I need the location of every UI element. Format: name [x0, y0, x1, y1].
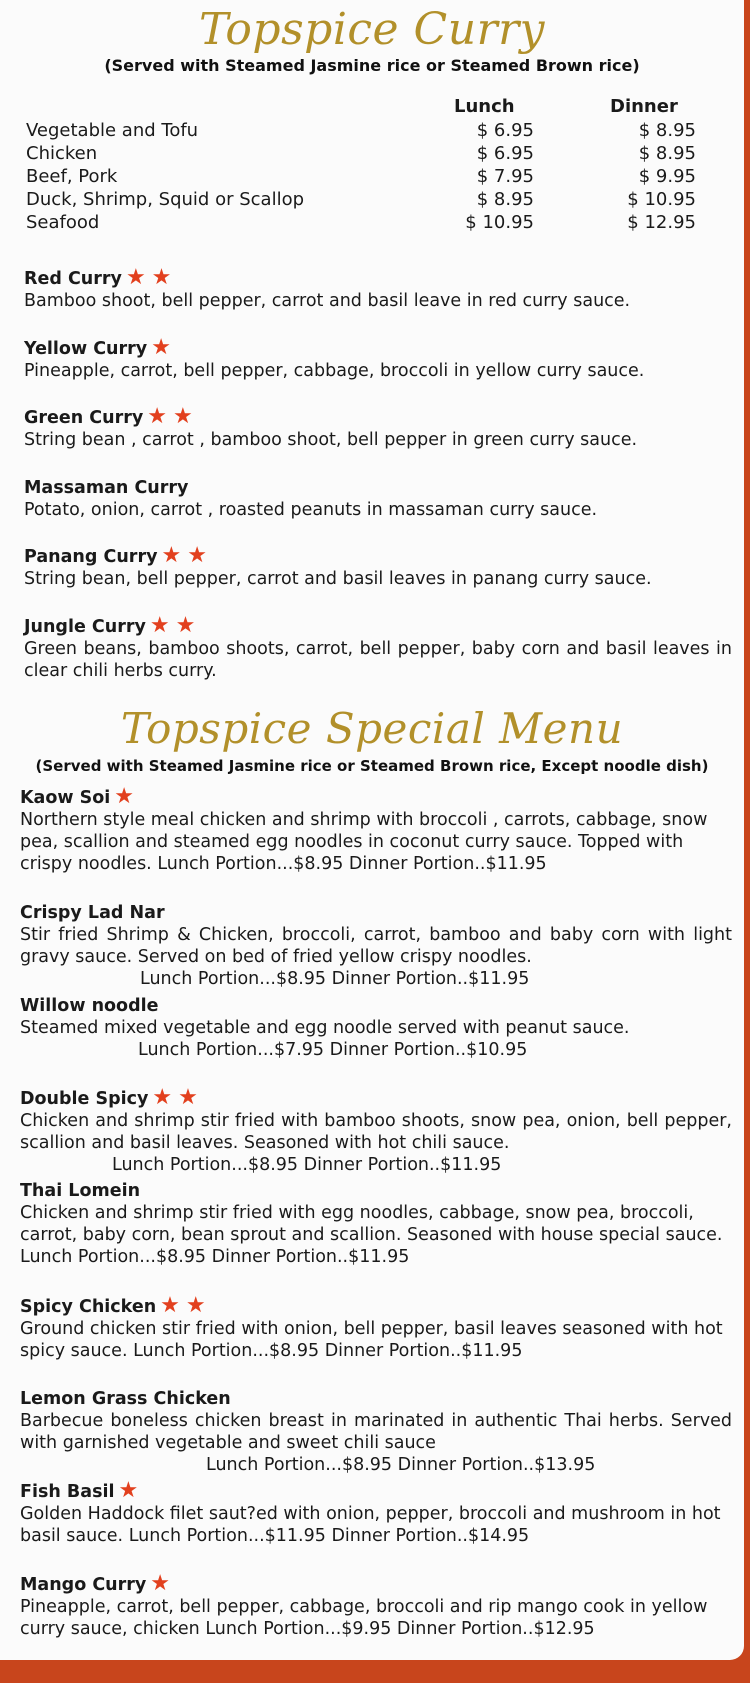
special-item-crispy-lad-nar: [20, 902, 732, 990]
item-name: Green Curry: [24, 408, 144, 428]
item-name: Double Spicy: [20, 1089, 149, 1109]
item-description: Potato, onion, carrot , roasted peanuts in massaman curry sauce.: [24, 500, 598, 520]
item-description: Barbecue boneless chicken breast in marinated in authentic Thai herbs. Served with garnished vegetable and sweet chili sauce: [20, 1411, 732, 1453]
spice-rating: [161, 543, 207, 568]
dinner-price: $ 12.95: [627, 212, 696, 233]
spice-rating: [152, 1085, 198, 1110]
protein-name: Vegetable and Tofu: [26, 120, 199, 141]
item-name: Massaman Curry: [24, 478, 189, 498]
item-portions: Lunch Portion...$8.95 Dinner Portion..$11.95: [133, 1341, 523, 1361]
spice-rating: [150, 1571, 171, 1596]
price-row: [26, 120, 716, 143]
lunch-price: $ 7.95: [476, 166, 534, 187]
item-name: Thai Lomein: [20, 1181, 141, 1201]
price-row: [26, 143, 716, 166]
item-name: Crispy Lad Nar: [20, 903, 165, 923]
item-portions: Lunch Portion...$8.95 Dinner Portion..$13.95: [206, 1455, 596, 1475]
curry-item-jungle: [24, 613, 732, 682]
item-name: Kaow Soi: [20, 788, 111, 808]
curry-item-yellow: [24, 335, 732, 382]
star-icon: ★: [187, 543, 207, 568]
curry-item-massaman: [24, 477, 732, 521]
price-row: [26, 212, 716, 235]
star-icon: ★: [161, 543, 182, 568]
spice-rating: [118, 1478, 139, 1503]
item-description: Pineapple, carrot, bell pepper, cabbage, broccoli and rip mango cook in yellow curry sauce, chicken: [20, 1597, 708, 1639]
special-item-willow-noodle: [20, 995, 732, 1061]
special-item-mango-curry: [20, 1571, 732, 1640]
item-name: Fish Basil: [20, 1482, 115, 1502]
spice-rating: [147, 404, 193, 429]
item-description: Stir fried Shrimp & Chicken, broccoli, carrot, bamboo and baby corn with light gravy sauce. Served on bed of fried yellow crispy noodles.: [20, 925, 732, 967]
protein-name: Duck, Shrimp, Squid or Scallop: [26, 189, 305, 210]
dinner-price: $ 8.95: [638, 120, 696, 141]
star-icon: ★: [149, 613, 170, 638]
item-name: Yellow Curry: [24, 339, 148, 359]
spice-rating: [160, 1293, 206, 1318]
item-description: Golden Haddock filet saut?ed with onion, pepper, broccoli and mushroom in hot basil sauce.: [20, 1504, 721, 1546]
item-description: Pineapple, carrot, bell pepper, cabbage, broccoli in yellow curry sauce.: [24, 361, 645, 381]
item-portions: Lunch Portion...$7.95 Dinner Portion..$10.95: [138, 1040, 528, 1060]
item-portions: Lunch Portion...$8.95 Dinner Portion..$11.95: [20, 1247, 410, 1267]
lunch-price: $ 8.95: [476, 189, 534, 210]
item-portions: Lunch Portion...$8.95 Dinner Portion..$11.95: [112, 1155, 502, 1175]
special-section-title: Topspice Special Menu: [120, 704, 624, 753]
star-icon: ★: [152, 1085, 173, 1110]
star-icon: ★: [173, 404, 193, 429]
item-name: Mango Curry: [20, 1575, 147, 1595]
price-row: [26, 166, 716, 189]
item-description: Ground chicken stir fried with onion, bell pepper, basil leaves seasoned with hot spicy sauce.: [20, 1319, 723, 1361]
curry-section-title: Topspice Curry: [198, 4, 545, 55]
item-name: Panang Curry: [24, 547, 158, 567]
star-icon: ★: [175, 613, 196, 638]
spice-rating: [125, 265, 172, 290]
item-portions: Lunch Portion...$9.95 Dinner Portion..$12.95: [205, 1619, 595, 1639]
dinner-column-header: Dinner: [610, 96, 678, 117]
price-table-header: [26, 96, 716, 120]
lunch-price: $ 10.95: [465, 212, 534, 233]
special-item-kaow-soi: [20, 784, 732, 875]
star-icon: ★: [147, 404, 167, 429]
spice-rating: [151, 335, 171, 360]
lunch-column-header: Lunch: [454, 96, 515, 117]
curry-item-green: [24, 404, 732, 451]
price-row: [26, 189, 716, 212]
star-icon: ★: [151, 265, 172, 290]
item-description: Bamboo shoot, bell pepper, carrot and basil leave in red curry sauce.: [24, 291, 631, 311]
curry-item-red: [24, 265, 732, 312]
protein-name: Seafood: [26, 212, 100, 233]
spice-rating: [114, 784, 135, 809]
item-description: Northern style meal chicken and shrimp with broccoli , carrots, cabbage, snow pea, scallion and steamed egg noodles in coconut curry sauce. Topped with crispy noodles.: [20, 810, 708, 874]
star-icon: ★: [178, 1085, 198, 1110]
protein-name: Chicken: [26, 143, 98, 164]
special-item-thai-lomein: [20, 1180, 732, 1268]
item-name: Spicy Chicken: [20, 1297, 157, 1317]
item-name: Willow noodle: [20, 996, 159, 1016]
star-icon: ★: [114, 784, 135, 809]
item-description: Steamed mixed vegetable and egg noodle served with peanut sauce.: [20, 1018, 630, 1038]
star-icon: ★: [160, 1293, 180, 1318]
item-description: String bean, bell pepper, carrot and basil leaves in panang curry sauce.: [24, 569, 652, 589]
item-name: Jungle Curry: [24, 617, 146, 637]
protein-name: Beef, Pork: [26, 166, 118, 187]
lunch-price: $ 6.95: [476, 143, 534, 164]
dinner-price: $ 10.95: [627, 189, 696, 210]
special-item-fish-basil: [20, 1478, 732, 1547]
item-name: Lemon Grass Chicken: [20, 1389, 231, 1409]
item-description: Chicken and shrimp stir fried with bamboo shoots, snow pea, onion, bell pepper, scallion and basil leaves. Seasoned with hot chili sauce.: [20, 1111, 732, 1153]
curry-section-subtitle: (Served with Steamed Jasmine rice or Steamed Brown rice): [104, 56, 640, 75]
item-portions: Lunch Portion...$11.95 Dinner Portion..$14.95: [128, 1526, 530, 1546]
curry-item-panang: [24, 543, 732, 590]
item-portions: Lunch Portion...$8.95 Dinner Portion..$11.95: [157, 854, 547, 874]
star-icon: ★: [185, 1293, 206, 1318]
spice-rating: [149, 613, 196, 638]
star-icon: ★: [125, 265, 146, 290]
item-description: Chicken and shrimp stir fried with egg noodles, cabbage, snow pea, broccoli, carrot, baby corn, bean sprout and scallion. Seasoned with house special sauce.: [20, 1203, 723, 1245]
dinner-price: $ 8.95: [638, 143, 696, 164]
star-icon: ★: [118, 1478, 139, 1503]
special-section-subtitle: (Served with Steamed Jasmine rice or Steamed Brown rice, Except noodle dish): [35, 757, 709, 775]
special-item-double-spicy: [20, 1085, 732, 1176]
star-icon: ★: [150, 1571, 171, 1596]
special-item-spicy-chicken: [20, 1293, 732, 1362]
lunch-price: $ 6.95: [476, 120, 534, 141]
star-icon: ★: [151, 335, 171, 360]
item-description: String bean , carrot , bamboo shoot, bell pepper in green curry sauce.: [24, 430, 638, 450]
special-item-lemon-grass-chicken: [20, 1388, 732, 1476]
item-portions: Lunch Portion...$8.95 Dinner Portion..$11.95: [140, 969, 530, 989]
item-name: Red Curry: [24, 269, 122, 289]
item-description: Green beans, bamboo shoots, carrot, bell pepper, baby corn and basil leaves in clear chili herbs curry.: [24, 639, 732, 681]
dinner-price: $ 9.95: [638, 166, 696, 187]
curry-price-table: [26, 96, 716, 235]
